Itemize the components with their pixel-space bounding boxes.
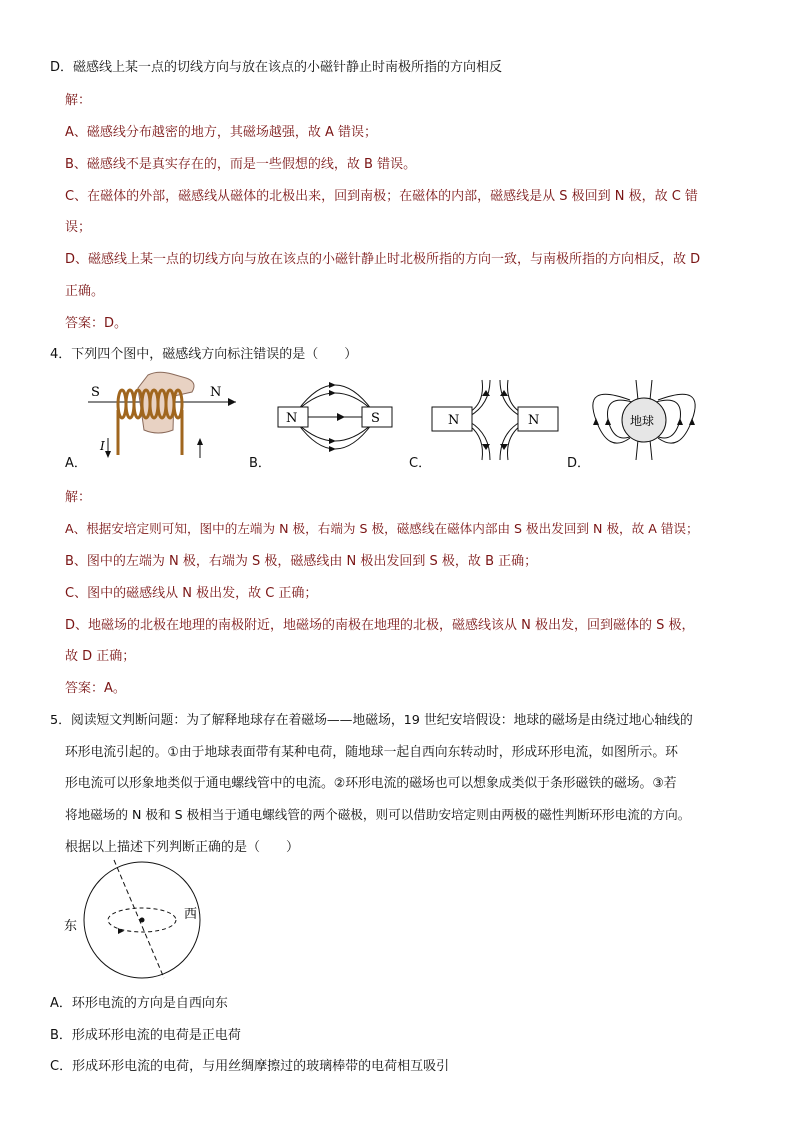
q4-answer: 答案：A。 xyxy=(65,681,126,696)
answer: 答案：D。 xyxy=(65,316,128,331)
q4-option-b-label: B． xyxy=(249,456,271,471)
svg-text:S: S xyxy=(91,385,100,400)
solution-d-cont: 正确。 xyxy=(65,284,105,299)
solution-d: D、磁感线上某一点的切线方向与放在该点的小磁针静止时北极所指的方向一致，与南极所指的方向相反，故 D xyxy=(65,252,701,267)
q4-figure-d-earth-field xyxy=(590,372,700,467)
q5-option-b: B．形成环形电流的电荷是正电荷 xyxy=(50,1028,241,1043)
svg-text:S: S xyxy=(371,411,380,426)
solution-a: A、磁感线分布越密的地方，其磁场越强，故 A 错误； xyxy=(65,125,378,140)
svg-text:西: 西 xyxy=(184,907,198,922)
svg-text:N: N xyxy=(286,411,298,426)
svg-text:东: 东 xyxy=(64,919,78,934)
q4-solution-c: C、图中的磁感线从 N 极出发，故 C 正确； xyxy=(65,586,318,601)
question-4: 4．下列四个图中，磁感线方向标注错误的是（ ） xyxy=(50,347,358,362)
q4-solution-a: A、根据安培定则可知，图中的左端为 N 极，右端为 S 极，磁感线在磁体内部由 S 极出发回到 N 极，故 A 错误； xyxy=(65,521,699,536)
svg-text:N: N xyxy=(448,413,460,428)
q4-solution-d-cont: 故 D 正确； xyxy=(65,649,136,664)
q3-option-d: D．磁感线上某一点的切线方向与放在该点的小磁针静止时南极所指的方向相反 xyxy=(50,60,503,75)
question-5-line-1: 5．阅读短文判断问题：为了解释地球存在着磁场——地磁场，19 世纪安培假设：地球的磁场是由绕过地心轴线的 xyxy=(50,713,693,728)
svg-text:地球: 地球 xyxy=(630,414,655,428)
solution-c-cont: 误； xyxy=(65,220,92,235)
question-5-line-2: 环形电流引起的。①由于地球表面带有某种电荷，随地球一起自西向东转动时，形成环形电流，如图所示。环 xyxy=(65,745,678,760)
q4-solution-label: 解： xyxy=(65,490,92,505)
question-5-line-4: 将地磁场的 N 极和 S 极相当于通电螺线管的两个磁极，则可以借助安培定则由两极的磁性判断环形电流的方向。 xyxy=(65,807,691,822)
question-5-line-5: 根据以上描述下列判断正确的是（ ） xyxy=(65,840,300,855)
q5-earth-ring-current-figure xyxy=(62,858,212,983)
q4-solution-d: D、地磁场的北极在地理的南极附近，地磁场的南极在地理的北极，磁感线该从 N 极出发，回到磁体的 S 极， xyxy=(65,618,695,633)
q4-figure-a-coil xyxy=(88,370,238,465)
question-5-line-3: 形电流可以形象地类似于通电螺线管中的电流。②环形电流的磁场也可以想象成类似于条形磁铁的磁场。③若 xyxy=(65,776,677,791)
svg-text:N: N xyxy=(528,413,540,428)
q4-solution-b: B、图中的左端为 N 极，右端为 S 极，磁感线由 N 极出发回到 S 极，故 B 正确； xyxy=(65,554,538,569)
q4-option-c-label: C． xyxy=(409,456,432,471)
q4-option-a-label: A． xyxy=(65,456,87,471)
solution-label: 解： xyxy=(65,93,92,108)
q4-option-d-label: D． xyxy=(567,456,591,471)
q5-option-a: A．环形电流的方向是自西向东 xyxy=(50,996,228,1011)
svg-text:I: I xyxy=(100,439,105,453)
solution-b: B、磁感线不是真实存在的，而是一些假想的线，故 B 错误。 xyxy=(65,157,417,172)
q4-figure-b-bar-magnet xyxy=(270,372,400,467)
solution-c: C、在磁体的外部，磁感线从磁体的北极出来，回到南极；在磁体的内部，磁感线是从 S 极回到 N 极，故 C 错 xyxy=(65,189,698,204)
svg-text:N: N xyxy=(210,385,222,400)
q4-figure-c-two-poles xyxy=(430,372,560,467)
q5-option-c: C．形成环形电流的电荷，与用丝绸摩擦过的玻璃棒带的电荷相互吸引 xyxy=(50,1059,450,1074)
